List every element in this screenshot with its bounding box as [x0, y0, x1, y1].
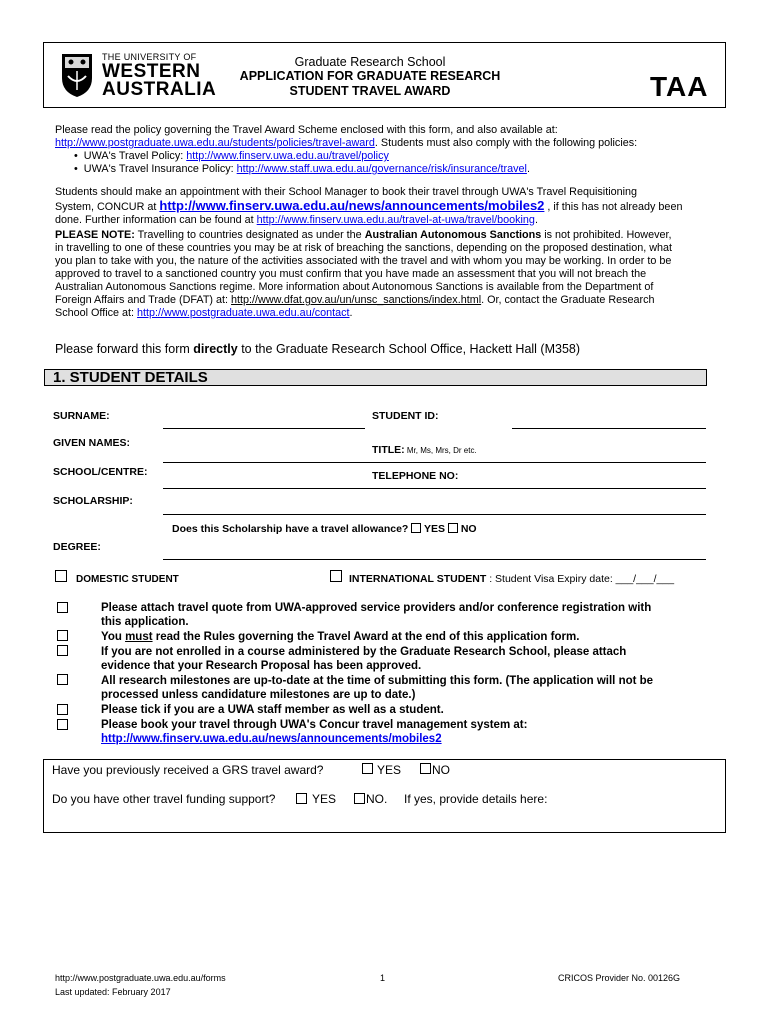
prev-award-yes-checkbox[interactable] [362, 763, 373, 774]
visa-expiry: : Student Visa Expiry date: ___/___/___ [486, 573, 675, 585]
domestic-label: DOMESTIC STUDENT [76, 574, 179, 585]
logo-line2: WESTERN [102, 61, 201, 82]
concur-text-1: Students should make an appointment with their School Manager to book their travel through UWA's Travel Requisitioning [55, 186, 638, 198]
checklist-item-quote [101, 601, 721, 629]
international-checkbox[interactable] [330, 570, 342, 582]
booking-link[interactable]: http://www.finserv.uwa.edu.au/travel-at-uwa/travel/booking [256, 214, 535, 226]
contact-link[interactable]: http://www.postgraduate.uwa.edu.au/contact [137, 307, 350, 319]
other-funding-question: Do you have other travel funding support? [52, 792, 276, 806]
degree-label: DEGREE: [53, 541, 101, 553]
enrolment-checkbox[interactable] [57, 645, 68, 656]
checklist-text: All research milestones are up-to-date at the time of submitting this form. (The application will not be [101, 675, 654, 687]
note-label: PLEASE NOTE: [55, 229, 135, 241]
checklist-text: You [101, 631, 126, 643]
travel-policy-link[interactable]: http://www.finserv.uwa.edu.au/travel/policy [186, 150, 389, 162]
surname-label: SURNAME: [53, 410, 110, 422]
student-id-field[interactable] [512, 428, 706, 429]
forward-text: Please forward this form [55, 342, 194, 356]
other-funding-details-prompt: If yes, provide details here: [404, 792, 548, 806]
bullet-tail: . [526, 163, 530, 175]
note-line: . Or, contact the Graduate Research [481, 294, 655, 306]
quote-checkbox[interactable] [57, 602, 68, 613]
international-label-text: INTERNATIONAL STUDENT [349, 573, 487, 585]
note-bold: Australian Autonomous Sanctions [364, 229, 542, 241]
checklist-text: Please attach travel quote from UWA-approved service providers and/or conference registration with [101, 602, 652, 614]
concur-link[interactable]: http://www.finserv.uwa.edu.au/news/announcements/mobiles2 [159, 198, 545, 213]
allowance-text: Does this Scholarship have a travel allowance? [172, 523, 412, 535]
concur-mobile-link[interactable]: http://www.finserv.uwa.edu.au/news/announcements/mobiles2 [101, 733, 442, 745]
telephone-label: TELEPHONE NO: [372, 470, 459, 482]
crest-icon [60, 52, 94, 98]
concur-text-3: , if this has not already been [544, 201, 683, 213]
note-line: School Office at: [55, 307, 138, 319]
policy-bullet-2 [74, 163, 530, 176]
milestones-checkbox[interactable] [57, 674, 68, 685]
checklist-item-enrolment [101, 645, 721, 673]
checklist-text: If you are not enrolled in a course administered by the Graduate Research School, please attach [101, 646, 627, 658]
footer-url: http://www.postgraduate.uwa.edu.au/forms [55, 973, 226, 983]
checklist-item-rules [101, 630, 721, 644]
logo-line3: AUSTRALIA [102, 79, 217, 100]
note-line: in travelling to one of these countries you may be at risk of breaching the sanctions, depending on the proposed destination, what [55, 242, 673, 254]
form-title [200, 69, 540, 99]
sanctions-note [55, 229, 725, 320]
checklist-text: evidence that your Research Proposal has been approved. [101, 660, 422, 672]
prev-award-no-checkbox[interactable] [420, 763, 431, 774]
domestic-checkbox[interactable] [55, 570, 67, 582]
prev-award-no-label: NO [432, 763, 450, 777]
rules-checkbox[interactable] [57, 630, 68, 641]
forward-text: to the Graduate Research School Office, Hackett Hall (M358) [237, 342, 581, 356]
title-label-text: TITLE: [372, 444, 405, 456]
allowance-question [172, 522, 477, 535]
scholarship-label: SCHOLARSHIP: [53, 495, 133, 507]
university-logo [56, 50, 217, 100]
note-line: Foreign Affairs and Trade (DFAT) at: [55, 294, 232, 306]
given-names-label: GIVEN NAMES: [53, 437, 131, 449]
forward-bold: directly [193, 342, 238, 356]
logo-line1: THE UNIVERSITY OF [102, 52, 197, 62]
intro-text: Please read the policy governing the Travel Award Scheme enclosed with this form, and also available at: [55, 124, 558, 136]
note-line: Australian Autonomous Sanctions regime. More information about Autonomous Sanctions is available from the Department of [55, 281, 654, 293]
other-funding-yes-checkbox[interactable] [296, 793, 307, 804]
other-funding-no-checkbox[interactable] [354, 793, 365, 804]
scholarship-field[interactable] [163, 514, 706, 515]
prev-award-yes-label: YES [377, 763, 402, 777]
note-text: is not prohibited. However, [541, 229, 672, 241]
checklist-must: must [125, 631, 153, 643]
degree-field[interactable] [163, 559, 706, 560]
given-names-field[interactable] [163, 462, 706, 463]
surname-field[interactable] [163, 428, 365, 429]
other-funding-no-label: NO. [366, 792, 388, 806]
bullet-icon: • [74, 163, 84, 175]
other-funding-yes-label: YES [312, 792, 337, 806]
international-label [349, 573, 674, 585]
forward-instruction [55, 342, 580, 356]
intro-tail: . Students must also comply with the following policies: [374, 137, 638, 149]
note-line: you plan to take with you, the nature of the activities associated with the travel and with whom you may be working. In order to be [55, 255, 672, 267]
footer-updated: Last updated: February 2017 [55, 987, 171, 997]
note-line: approved to travel to a sanctioned country you must confirm that you have made an assessment that you will not breach the [55, 268, 647, 280]
school-telephone-field[interactable] [163, 488, 706, 489]
form-title-line1: APPLICATION FOR GRADUATE RESEARCH [239, 69, 501, 83]
concur-paragraph [55, 186, 725, 227]
cricos-number: CRICOS Provider No. 00126G [558, 973, 681, 983]
staff-checkbox[interactable] [57, 704, 68, 715]
student-id-label: STUDENT ID: [372, 410, 439, 422]
school-name: Graduate Research School [294, 55, 446, 69]
allowance-yes-label: YES [421, 523, 448, 535]
checklist-item-concur [101, 718, 721, 746]
note-line: . [349, 307, 353, 319]
checklist-text: this application. [101, 616, 189, 628]
checklist-text: Please book your travel through UWA's Concur travel management system at: [101, 719, 528, 731]
concur-text-5: . [534, 214, 538, 226]
concur-text-2: System, CONCUR at [55, 201, 160, 213]
dfat-link[interactable]: http://www.dfat.gov.au/un/unsc_sanctions/index.html [231, 294, 482, 306]
concur-checkbox[interactable] [57, 719, 68, 730]
form-title-line2: STUDENT TRAVEL AWARD [289, 84, 451, 98]
checklist-text: processed unless candidature milestones are up to date.) [101, 689, 416, 701]
concur-text-4: done. Further information can be found at [55, 214, 257, 226]
bullet-text: UWA's Travel Insurance Policy: [83, 163, 237, 175]
school-label: SCHOOL/CENTRE: [53, 466, 148, 478]
allowance-no-checkbox[interactable] [448, 523, 458, 533]
travel-award-policy-link[interactable]: http://www.postgraduate.uwa.edu.au/students/policies/travel-award [55, 137, 375, 149]
policy-bullet-1 [74, 150, 389, 163]
checklist-item-milestones [101, 674, 721, 702]
title-label [372, 444, 477, 456]
title-options: Mr, Ms, Mrs, Dr etc. [404, 446, 477, 455]
section-title: 1. STUDENT DETAILS [53, 369, 208, 386]
section-header [44, 369, 707, 386]
prev-award-question: Have you previously received a GRS travel award? [52, 763, 324, 777]
allowance-no-label: NO [457, 523, 477, 535]
bullet-text: UWA's Travel Policy: [83, 150, 187, 162]
checklist-text: read the Rules governing the Travel Award at the end of this application form. [152, 631, 580, 643]
page-number: 1 [380, 973, 386, 983]
intro-paragraph [55, 124, 725, 150]
checklist-item-staff: Please tick if you are a UWA staff member as well as a student. [101, 704, 444, 716]
travel-insurance-link[interactable]: http://www.staff.uwa.edu.au/governance/risk/insurance/travel [236, 163, 527, 175]
form-code: TAA [650, 71, 709, 102]
note-text: Travelling to countries designated as under the [134, 229, 365, 241]
allowance-yes-checkbox[interactable] [411, 523, 421, 533]
bullet-icon: • [74, 150, 84, 162]
